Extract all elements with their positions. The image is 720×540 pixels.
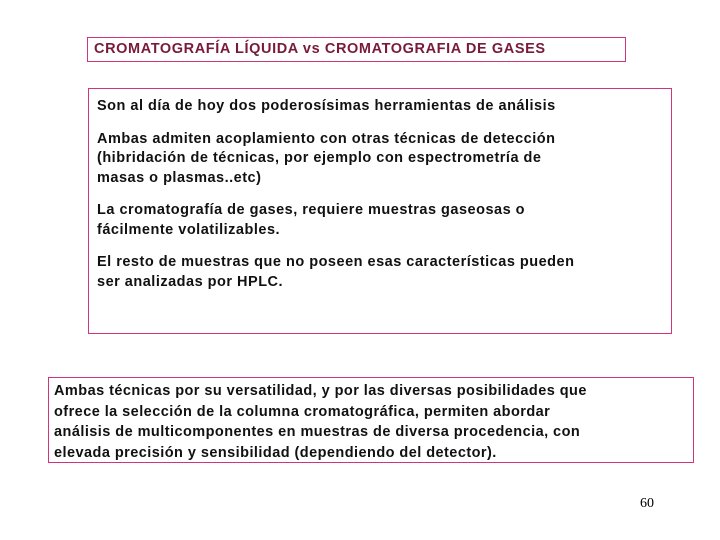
summary-box: Ambas técnicas por su versatilidad, y por las diversas posibilidades que ofrece la selección de la columna cromatográfica, permiten abordar análisis de multicomponentes en muestras de diversa procedencia, con elevada precisión y sensibilidad (dependiendo del detector). xyxy=(48,377,694,463)
paragraph-4: El resto de muestras que no poseen esas características pueden ser analizadas por HPLC. xyxy=(97,254,575,290)
content-box xyxy=(88,88,672,334)
paragraph-3: La cromatografía de gases, requiere muestras gaseosas o fácilmente volatilizables. xyxy=(97,202,526,238)
page-number: 60 xyxy=(640,496,654,511)
paragraph-1: Son al día de hoy dos poderosísimas herramientas de análisis xyxy=(97,98,556,114)
paragraph-2: Ambas admiten acoplamiento con otras técnicas de detección (hibridación de técnicas, por ejemplo con espectrometría de masas o plasmas..etc) xyxy=(97,130,556,186)
slide-title: CROMATOGRAFÍA LÍQUIDA vs CROMATOGRAFIA DE GASES xyxy=(87,37,626,62)
